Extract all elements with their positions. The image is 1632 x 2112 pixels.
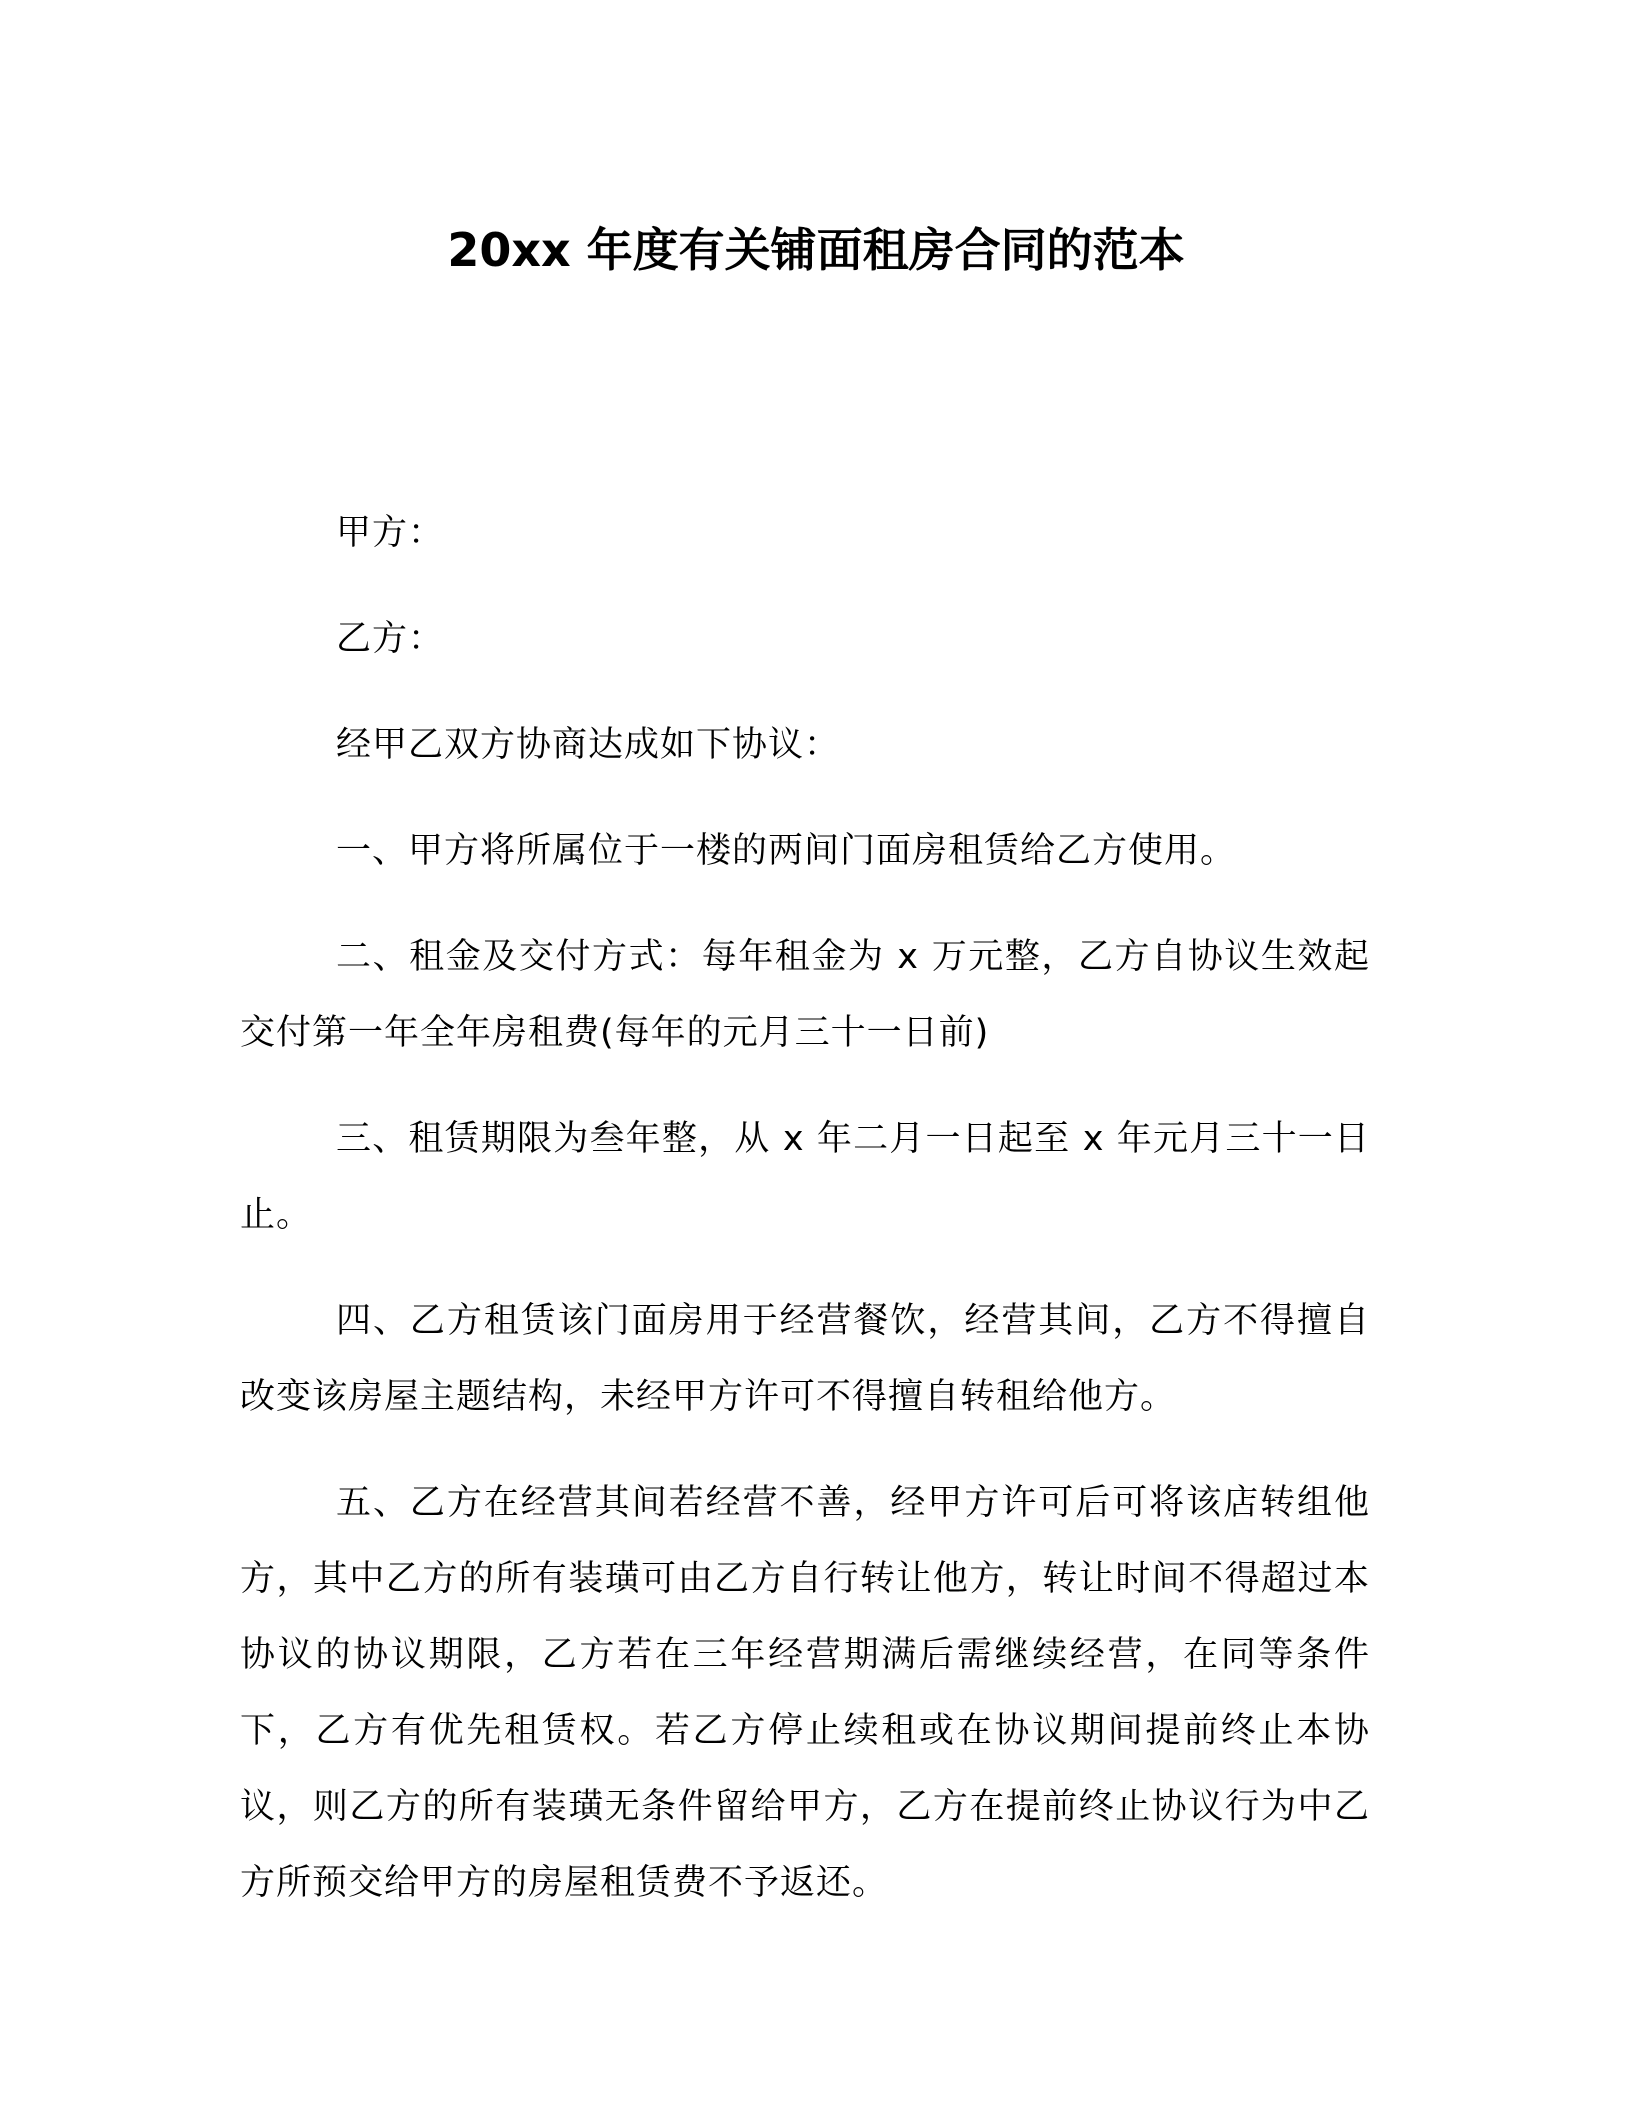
clause-4: 四、乙方租赁该门面房用于经营餐饮，经营其间，乙方不得擅自改变该房屋主题结构，未经甲方许可不得擅自转租给他方。 [240, 1301, 1370, 1417]
clause-3: 三、租赁期限为叁年整，从 x 年二月一日起至 x 年元月三十一日止。 [240, 1119, 1370, 1235]
party-a-line: 甲方： [336, 513, 445, 553]
clause-5: 五、乙方在经营其间若经营不善，经甲方许可后可将该店转组他方，其中乙方的所有装璜可由乙方自行转让他方，转让时间不得超过本协议的协议期限，乙方若在三年经营期满后需继续经营，在同等条件下，乙方有优先租赁权。若乙方停止续租或在协议期间提前终止本协议，则乙方的所有装璜无条件留给甲方，乙方在提前终止协议行为中乙方所预交给甲方的房屋租赁费不予返还。 [240, 1483, 1370, 1903]
clause-2: 二、租金及交付方式：每年租金为 x 万元整，乙方自协议生效起交付第一年全年房租费(每年的元月三十一日前) [240, 937, 1370, 1053]
document-body [240, 495, 1370, 1951]
document-title: 20xx 年度有关铺面租房合同的范本 [447, 223, 1185, 277]
agreement-intro: 经甲乙双方协商达成如下协议： [336, 725, 841, 765]
clause-1: 一、甲方将所属位于一楼的两间门面房租赁给乙方使用。 [336, 831, 1237, 871]
party-b-line: 乙方： [336, 619, 445, 659]
